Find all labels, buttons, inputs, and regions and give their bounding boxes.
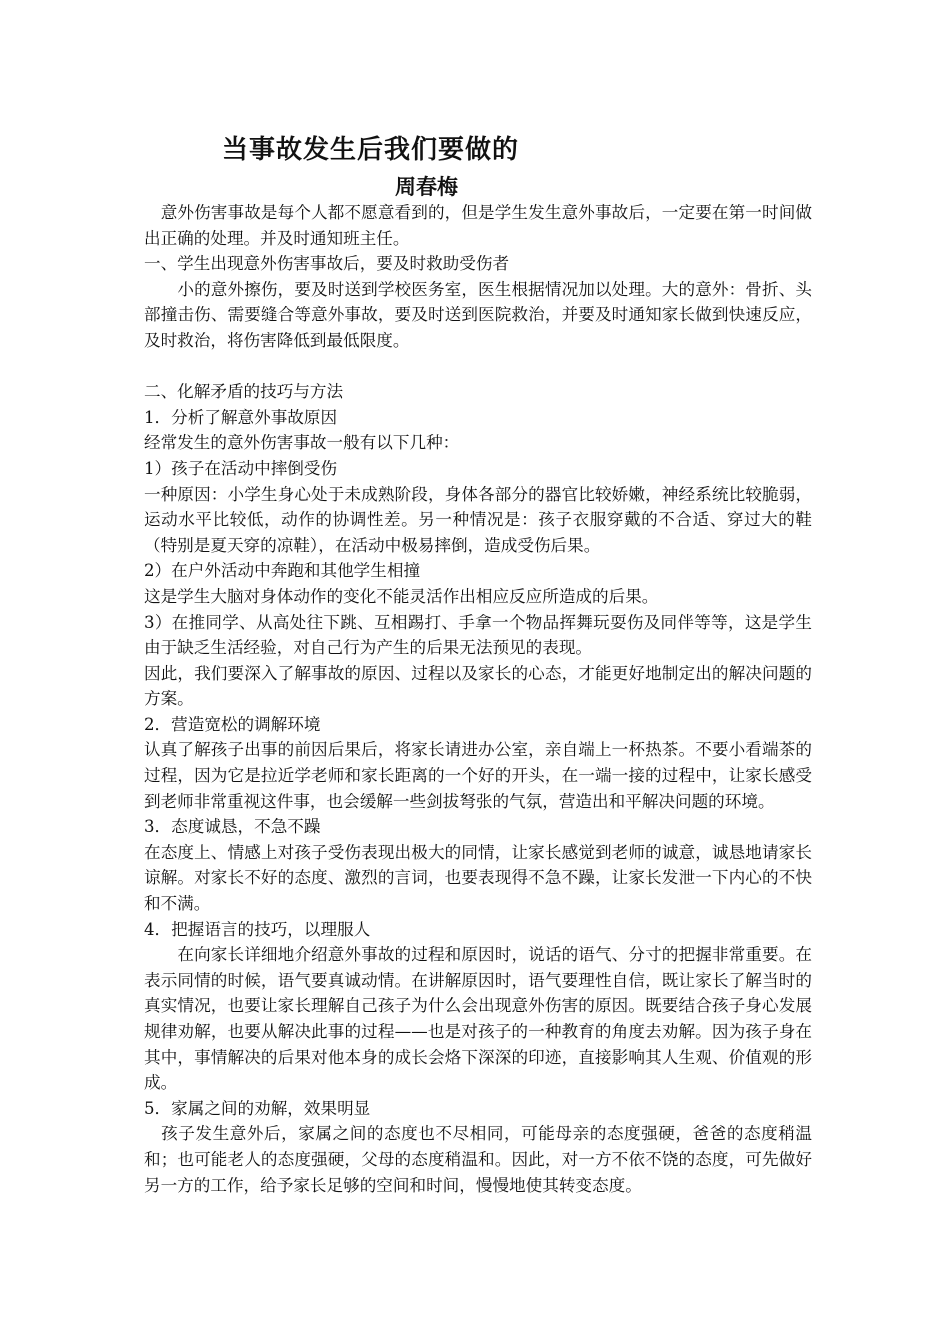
document-author: 周春梅 [395,175,458,199]
subsection-2-heading: 2．营造宽松的调解环境 [144,714,321,734]
subsection-2-paragraph: 认真了解孩子出事的前因后果后，将家长请进办公室，亲自端上一杯热茶。不要小看端茶的过程，因为它是拉近学老师和家长距离的一个好的开头，在一端一接的过程中，让家长感受到老师非常重视这件事，也会缓解一些剑拔弩张的气氛，营造出和平解决问题的环境。 [144,740,812,811]
subsection-4-paragraph: 在向家长详细地介绍意外事故的过程和原因时，说话的语气、分寸的把握非常重要。在表示同情的时候，语气要真诚动情。在讲解原因时，语气要理性自信，既让家长了解当时的真实情况，也要让家长理解自己孩子为什么会出现意外伤害的原因。既要结合孩子身心发展规律劝解，也要从解决此事的过程——也是对孩子的一种教育的角度去劝解。因为孩子身在其中，事情解决的后果对他本身的成长会烙下深深的印迹，直接影响其人生观、价值观的形成。 [144,945,812,1093]
subsection-4-heading: 4．把握语言的技巧，以理服人 [144,919,371,939]
section-1-heading: 一、学生出现意外伤害事故后，要及时救助受伤者 [144,254,510,274]
subsection-3-paragraph: 在态度上、情感上对孩子受伤表现出极大的同情，让家长感觉到老师的诚意，诚恳地请家长谅解。对家长不好的态度、激烈的言词，也要表现得不急不躁，让家长发泄一下内心的不快和不满。 [144,842,812,914]
document-title: 当事故发生后我们要做的 [222,135,520,165]
subsection-3-heading: 3．态度诚恳，不急不躁 [144,817,321,837]
subsection-5-heading: 5．家属之间的劝解，效果明显 [144,1098,371,1118]
case-1-heading: 1）孩子在活动中摔倒受伤 [144,458,338,478]
intro-paragraph: 意外伤害事故是每个人都不愿意看到的，但是学生发生意外事故后，一定要在第一时间做出正确的处理。并及时通知班主任。 [144,203,812,248]
subsection-1-conclusion: 因此，我们要深入了解事故的原因、过程以及家长的心态，才能更好地制定出的解决问题的方案。 [144,663,812,709]
subsection-1-heading: 1．分析了解意外事故原因 [144,407,338,427]
case-3-paragraph: 3）在推同学、从高处往下跳、互相踢打、手拿一个物品挥舞玩耍伤及同伴等等，这是学生由于缺乏生活经验，对自己行为产生的后果无法预见的表现。 [144,612,812,658]
subsection-5-paragraph: 孩子发生意外后，家属之间的态度也不尽相同，可能母亲的态度强硬，爸爸的态度稍温和；也可能老人的态度强硬，父母的态度稍温和。因此，对一方不依不饶的态度，可先做好另一方的工作，给予家长足够的空间和时间，慢慢地使其转变态度。 [144,1124,812,1195]
case-2-paragraph: 这是学生大脑对身体动作的变化不能灵活作出相应反应所造成的后果。 [144,586,659,606]
section-2-heading: 二、化解矛盾的技巧与方法 [144,382,344,402]
section-1-paragraph: 小的意外擦伤，要及时送到学校医务室，医生根据情况加以处理。大的意外：骨折、头部撞击伤、需要缝合等意外事故，要及时送到医院救治，并要及时通知家长做到快速反应，及时救治，将伤害降低到最低限度。 [144,279,812,350]
blank-line [144,354,812,380]
case-2-heading: 2）在户外活动中奔跑和其他学生相撞 [144,561,421,581]
document-body [144,200,812,1198]
case-1-paragraph: 一种原因：小学生身心处于未成熟阶段，身体各部分的器官比较娇嫩，神经系统比较脆弱，运动水平比较低，动作的协调性差。另一种情况是：孩子衣服穿戴的不合适、穿过大的鞋（特别是夏天穿的凉鞋），在活动中极易摔倒，造成受伤后果。 [144,484,812,555]
subsection-1-lead: 经常发生的意外伤害事故一般有以下几种： [144,433,460,453]
